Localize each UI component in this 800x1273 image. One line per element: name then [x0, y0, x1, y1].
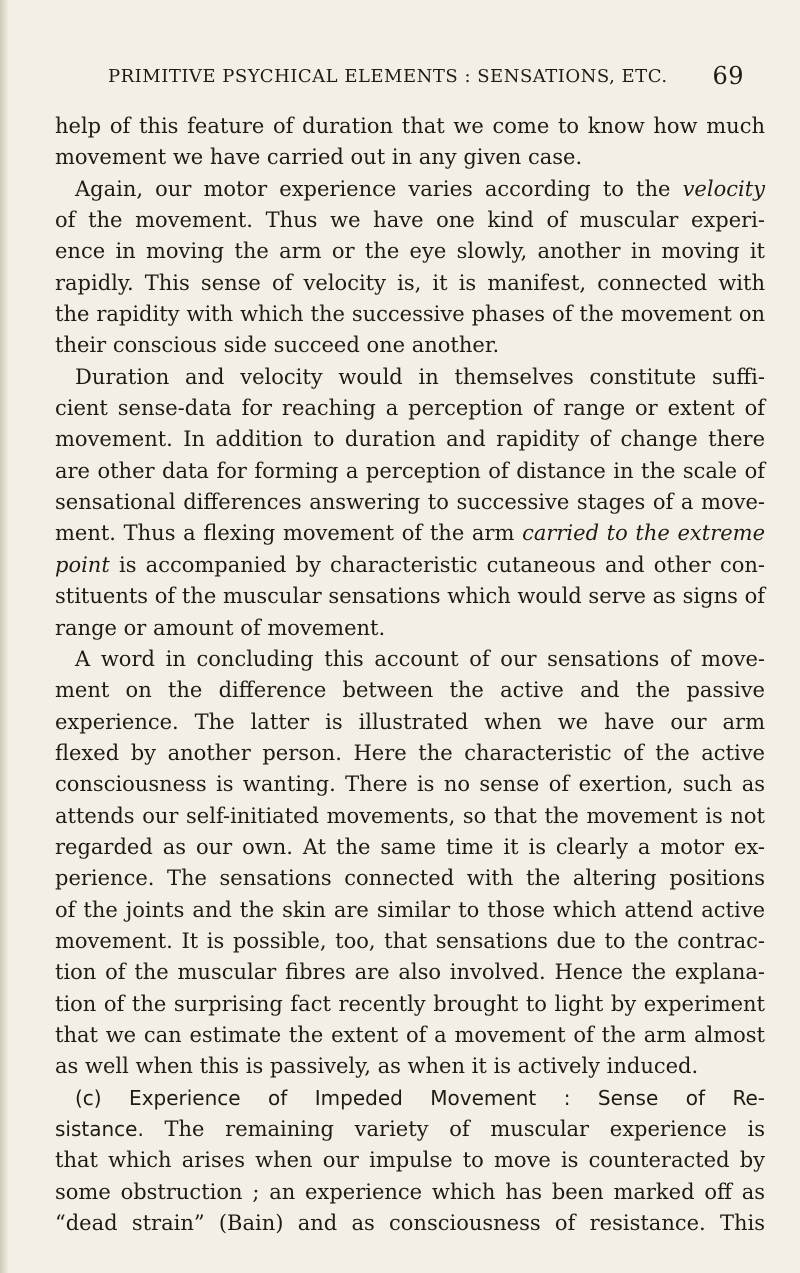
text-segment: stituents of the muscular sensations which would serve as signs of: [55, 584, 765, 609]
text-segment: velocity: [682, 176, 765, 201]
text-segment: Again, our motor experience varies according to the: [75, 176, 683, 201]
text-line: [55, 801, 765, 832]
running-head: PRIMITIVE PSYCHICAL ELEMENTS : SENSATIONS, ETC.: [108, 66, 668, 87]
text-line: [55, 1208, 765, 1239]
text-line: [55, 675, 765, 706]
text-segment: help of this feature of duration that we come to know how much: [55, 114, 765, 138]
text-line: [55, 236, 765, 267]
text-segment: the rapidity with which the successive phases of the movement on: [55, 302, 765, 327]
text-segment: point: [55, 552, 110, 577]
text-line: [55, 613, 765, 644]
text-segment: movement. In addition to duration and rapidity of change there: [55, 427, 765, 452]
text-line: [55, 863, 765, 894]
text-segment: rapidly. This sense of velocity is, it is manifest, connected with: [55, 270, 765, 295]
text-line: [55, 330, 765, 361]
text-segment: some obstruction ; an experience which has been marked off as: [55, 1179, 765, 1204]
text-segment: Duration and velocity would in themselves constitute suffi-: [75, 364, 765, 389]
text-line: [55, 518, 765, 549]
text-line: [55, 738, 765, 769]
text-line: [55, 895, 765, 926]
text-segment: A word in concluding this account of our sensations of move-: [75, 646, 765, 671]
text-segment: ment. Thus a flexing movement of the arm: [55, 521, 523, 546]
text-segment: that which arises when our impulse to move is counteracted by: [55, 1148, 765, 1173]
text-line: [55, 707, 765, 738]
text-line: [55, 1145, 765, 1176]
text-segment: movement we have carried out in any given case.: [55, 145, 583, 170]
section-heading: sistance.: [55, 1117, 144, 1141]
page-edge: [0, 0, 8, 1273]
text-segment: ment on the difference between the active and the passive: [55, 678, 765, 703]
text-line: [55, 1114, 765, 1145]
text-line: [55, 1083, 765, 1114]
text-segment: sensational differences answering to successive stages of a move-: [55, 490, 765, 515]
text-segment: carried to the extreme: [522, 521, 765, 546]
text-line: [55, 957, 765, 988]
text-segment: “dead strain” (Bain) and as consciousness of resistance. This: [55, 1211, 765, 1236]
text-line: [55, 581, 765, 612]
text-segment: The remaining variety of muscular experience is: [143, 1117, 765, 1141]
page-header: [108, 62, 744, 96]
text-segment: flexed by another person. Here the characteristic of the active: [55, 740, 765, 765]
text-segment: tion of the surprising fact recently brought to light by experiment: [55, 991, 765, 1016]
text-line: [55, 832, 765, 863]
text-segment: movement. It is possible, too, that sensations due to the contrac-: [55, 928, 765, 953]
text-segment: range or amount of movement.: [55, 615, 386, 640]
text-line: [55, 111, 765, 142]
text-segment: of the joints and the skin are similar to those which attend active: [55, 897, 765, 922]
text-line: [55, 487, 765, 518]
text-line: [55, 1177, 765, 1208]
text-segment: is accompanied by characteristic cutaneous and other con-: [109, 552, 765, 577]
text-line: [55, 1051, 765, 1082]
text-line: [55, 926, 765, 957]
text-segment: that we can estimate the extent of a movement of the arm almost: [55, 1022, 765, 1047]
text-line: [55, 362, 765, 393]
text-segment: tion of the muscular fibres are also involved. Hence the explana-: [55, 960, 765, 985]
text-line: [55, 424, 765, 455]
text-segment: attends our self-initiated movements, so that the movement is not: [55, 803, 765, 828]
text-segment: cient sense-data for reaching a perception of range or extent of: [55, 396, 765, 421]
text-segment: are other data for forming a perception of distance in the scale of: [55, 458, 765, 483]
text-line: [55, 268, 765, 299]
text-line: [55, 550, 765, 581]
text-line: [55, 174, 765, 205]
page-number: 69: [712, 62, 744, 90]
text-segment: their conscious side succeed one another.: [55, 333, 500, 358]
text-line: [55, 644, 765, 675]
text-line: [55, 989, 765, 1020]
text-line: [55, 769, 765, 800]
text-line: [55, 205, 765, 236]
text-segment: regarded as our own. At the same time it is clearly a motor ex-: [55, 834, 765, 859]
text-segment: as well when this is passively, as when it is actively induced.: [55, 1054, 699, 1079]
text-segment: experience. The latter is illustrated when we have our arm: [55, 709, 765, 734]
section-heading: (c) Experience of Impeded Movement : Sense of Re-: [75, 1085, 765, 1110]
text-segment: consciousness is wanting. There is no sense of exertion, such as: [55, 772, 765, 797]
text-line: [55, 142, 765, 173]
text-line: [55, 299, 765, 330]
text-line: [55, 456, 765, 487]
text-segment: ence in moving the arm or the eye slowly, another in moving it: [55, 239, 765, 264]
text-line: [55, 1020, 765, 1051]
text-line: [55, 393, 765, 424]
body-text: [55, 111, 765, 1239]
text-segment: perience. The sensations connected with the altering positions: [55, 866, 765, 891]
text-segment: of the movement. Thus we have one kind of muscular experi-: [55, 208, 765, 233]
